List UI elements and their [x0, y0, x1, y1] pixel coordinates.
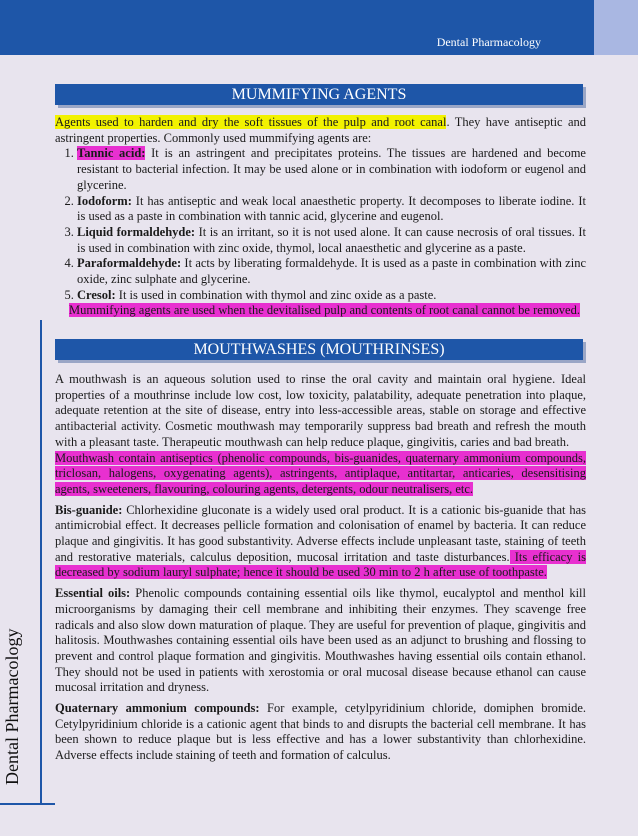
term: Cresol: [77, 287, 116, 302]
agents-list [55, 146, 586, 303]
header-accent [594, 0, 638, 55]
item-text: It is an irritant, so it is not used alone. It can cause necrosis of oral tissues. It is used in combination with zinc oxide, thymol, local anaesthetic and glycerine as a paste. [77, 224, 586, 255]
paragraph-text: . They have antiseptic and astringent properties. Commonly used mummifying agents are: [55, 115, 586, 145]
list-item [77, 194, 586, 225]
term: Essential oils: [55, 586, 131, 601]
term: Bis-guanide: [55, 502, 123, 517]
side-rule [40, 320, 42, 803]
note-paragraph [55, 303, 586, 319]
running-header: Dental Pharmacology [436, 35, 541, 49]
item-text: It is an astringent and precipitates proteins. The tissues are hardened and become resistant to bacterial infection. It may be used alone or in combination with iodoform or eugenol and glycerine. [77, 146, 586, 192]
bisguanide-paragraph [55, 503, 586, 582]
section-heading-mummifying: MUMMIFYING AGENTS [55, 84, 583, 105]
highlight-text: Agents used to harden and dry the soft tissues of the pulp and root canal [55, 115, 447, 129]
intro-paragraph: A mouthwash is an aqueous solution used to rinse the oral cavity and maintain oral hygiene. Ideal properties of a mouthrinse include low cost, low toxicity, palatability, adequate penetration into plaque, adequate retention at the site of disease, entry into less-accessible areas, stable on storage and effective antibacterial activity. Cosmetic mouthwash may temporarily suppress bad breath and refresh the mouth with a pleasant taste. Therapeutic mouthwash can help reduce plaque, gingivitis, caries and bad breath. [55, 372, 586, 449]
list-item [77, 146, 586, 193]
quaternary-paragraph [55, 701, 586, 764]
paragraph-text: Phenolic compounds containing essential oils like thymol, eucalyptol and menthol kill microorganisms by damaging their cell membrane and inhibiting their enzymes. They scavenge free radicals and also slow down maturation of plaque. They are useful for prevention of plaque, gingivitis and halitosis. Mouthwashes containing essential oils have been used as an adjunct to brushing and flossing to prevent and control plaque formation and gingivitis. Mouthwashes having essential oils contain ethanol. They should not be used in patients with xerostomia or oral mucosal disease because ethanol can cause mucosal irritation and dryness. [55, 586, 586, 695]
section-heading-mouthwashes: MOUTHWASHES (MOUTHRINSES) [55, 339, 583, 360]
term: Tannic acid: [77, 146, 146, 161]
list-item [77, 256, 586, 287]
highlight-note: Mummifying agents are used when the devitalised pulp and contents of root canal cannot be removed. [69, 303, 580, 318]
item-text: It has antiseptic and weak local anaesthetic property. It decomposes to liberate iodine. It is used as a paste in combination with tannic acid, glycerine and eugenol. [77, 193, 586, 224]
essential-oils-paragraph [55, 586, 586, 696]
highlight-note: Mouthwash contain antiseptics (phenolic compounds, bis-guanides, quaternary ammonium compounds, triclosan, halogens, oxygenating agents), astringents, antiplaque, antitartar, anticaries, desensitising agents, sweeteners, flavouring, colouring agents, detergents, odour neutralisers, etc. [55, 450, 586, 496]
term: Iodoform: [77, 193, 132, 208]
bottom-rule [0, 803, 55, 805]
section-body-mummifying [55, 115, 586, 319]
term: Liquid formaldehyde: [77, 224, 196, 239]
section-body-mouthwashes [55, 372, 586, 764]
list-item [77, 288, 586, 304]
highlight-text: Its efficacy is decreased by sodium lauryl sulphate; hence it should be used 30 min to 2 h after use of toothpaste. [55, 549, 587, 580]
item-text: It is used in combination with thymol and zinc oxide as a paste. [115, 287, 437, 302]
item-text: It acts by liberating formaldehyde. It is used as a paste in combination with zinc oxide, zinc sulphate and glycerine. [77, 256, 586, 287]
intro-paragraph [55, 115, 586, 146]
side-running-title: Dental Pharmacology [2, 628, 22, 785]
paragraph-text: Chlorhexidine gluconate is a widely used oral product. It is a cationic bis-guanide that has antimicrobial effect. It decreases pellicle formation and colonisation of enamel by bacteria. It can reduce plaque and gingivitis. It has good substantivity. Adverse effects include unpleasant taste, staining of teeth and restorative materials, calculus deposition, mucosal irritation and taste disturbances. [55, 502, 586, 564]
term: Paraformaldehyde: [77, 256, 182, 271]
paragraph-text: For example, cetylpyridinium chloride, domiphen bromide. Cetylpyridinium chloride is a cationic agent that binds to and disrupts the bacterial cell membrane. It has been shown to reduce plaque but is less effective and has a lower substantivity than chlorhexidine. Adverse effects include staining of teeth and formation of calculus. [55, 701, 586, 763]
term: Quaternary ammonium compounds: [55, 701, 260, 716]
list-item [77, 225, 586, 256]
note-paragraph [55, 451, 586, 498]
